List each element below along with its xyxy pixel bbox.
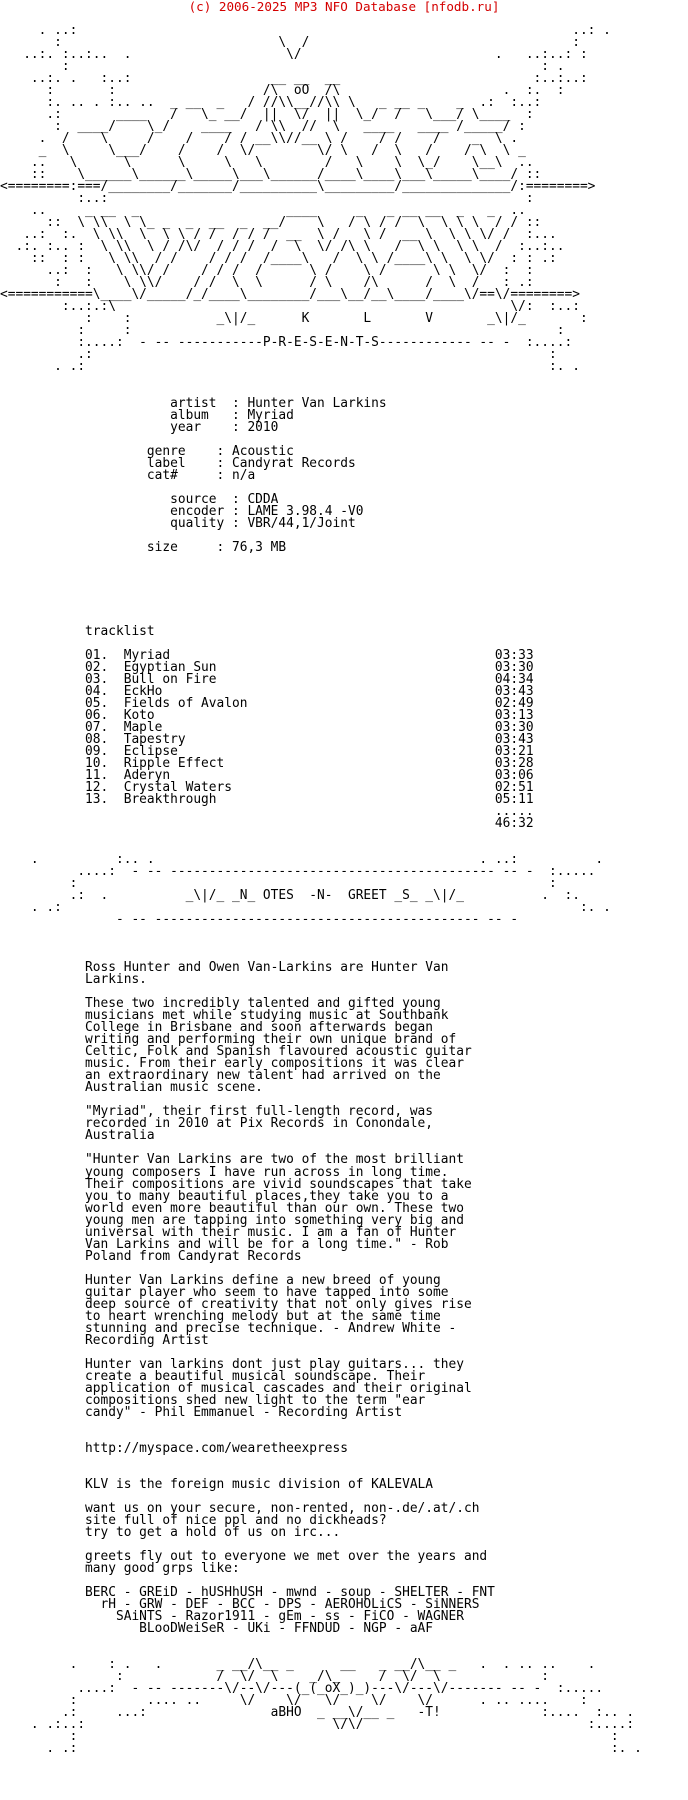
nfo-line: <===========\____\/_____/_/____\________/___\__/__\____/____\/==\/========> [0, 287, 580, 303]
nfo-line: guitar player who seem to have tapped into some [0, 1284, 449, 1300]
nfo-line: tracklist [0, 623, 155, 639]
nfo-line: album : Myriad [0, 407, 294, 423]
nfo-line: 12. Crystal Waters 02:51 [0, 780, 534, 795]
nfo-line: _ \ \___/ / / \/ \/ \ / \ / / \ \ _ [0, 143, 526, 159]
nfo-line: source : CDDA [0, 491, 279, 507]
nfo-line: try to get a hold of us on irc... [0, 1524, 341, 1540]
nfo-line: to heart wrenching melody but at the same time [0, 1308, 441, 1324]
nfo-line: . / \ / / / / __\\//__ \ / / / / _ \ . [0, 131, 519, 147]
nfo-line: Poland from Candyrat Records [0, 1248, 302, 1264]
nfo-line: .: ____ / \_ __/ || \/ || \_/ / \___/ \____ : [0, 107, 534, 123]
nfo-line: cat# : n/a [0, 467, 256, 483]
nfo-line: ..:. . :..: __ __ __ :..:..: [0, 71, 588, 87]
nfo-line: size : 76,3 MB [0, 539, 287, 555]
nfo-line: :. .. . :.. .. _ __ _ / //\\__//\\ \ _ __ _ _ .: :..: [0, 95, 542, 111]
nfo-line: : : : [0, 323, 565, 339]
nfo-line: recorded in 2010 at Pix Records in Conondale, [0, 1116, 434, 1132]
nfo-line: Recording Artist [0, 1332, 209, 1348]
nfo-line: many good grps like: [0, 1561, 240, 1577]
nfo-line: stunning and precise technique. - Andrew White - [0, 1320, 457, 1336]
nfo-line: 13. Breakthrough 05:11 [0, 792, 534, 808]
nfo-line: : : _\|/_ K L V _\|/_ : [0, 311, 588, 327]
nfo-line: 06. Koto 03:13 [0, 707, 534, 723]
nfo-line: 46:32 [0, 816, 534, 832]
nfo-line: Australia [0, 1128, 155, 1144]
nfo-line: KLV is the foreign music division of KALEVALA [0, 1476, 434, 1492]
nfo-line: 08. Tapestry 03:43 [0, 731, 534, 747]
nfo-line: musicians met while studying music at Southbank [0, 1008, 449, 1024]
nfo-line: application of musical cascades and their original [0, 1380, 472, 1396]
nfo-line: Their compositions are vivid soundscapes that take [0, 1176, 472, 1192]
nfo-line: Hunter van larkins dont just play guitars... they [0, 1356, 464, 1372]
nfo-line: artist : Hunter Van Larkins [0, 395, 387, 411]
nfo-line: Van Larkins and will be for a long time." - Rob [0, 1236, 449, 1252]
nfo-line: 04. EckHo 03:43 [0, 683, 534, 699]
nfo-line: year : 2010 [0, 419, 279, 435]
nfo-line: . :.. . . ..: . [0, 852, 604, 868]
nfo-line: Hunter Van Larkins define a new breed of young [0, 1272, 441, 1288]
nfo-line: want us on your secure, non-rented, non-.de/.at/.ch [0, 1500, 480, 1516]
nfo-line: label : Candyrat Records [0, 455, 356, 471]
nfo-line: 11. Aderyn 03:06 [0, 767, 534, 783]
nfo-line: . ..: ..: . [0, 23, 611, 39]
nfo-line: BERC - GREiD - hUSHhUSH - mwnd - soup - SHELTER - FNT [0, 1585, 495, 1601]
nfo-line: compositions shed new light to the term "ear [0, 1392, 426, 1408]
nfo-line: young composers I have run across in long time. [0, 1164, 449, 1180]
nfo-line: : : /\ oO /\ . :. : [0, 83, 565, 99]
nfo-line: "Hunter Van Larkins are two of the most brilliant [0, 1152, 464, 1168]
nfo-line: .:. :.. : \ \\ \ / /\/ / / / / \ \/ /\ \ / \ \ \ \ / :..:.. [0, 239, 565, 255]
nfo-line: you to many beautiful places,they take you to a [0, 1188, 449, 1204]
nfo-line: : .... .. \/ \/ \/ \/ \/ . .. .... : [0, 1693, 588, 1709]
nfo-line: ..:. :..:.. . \/ . ..:..: : [0, 47, 588, 63]
nfo-line: candy" - Phil Emmanuel - Recording Artist [0, 1404, 403, 1420]
nfo-line: :....: - -- -----------P-R-E-S-E-N-T-S------------ -- - :....: [0, 335, 573, 351]
nfo-line: - -- ------------------------------------------ -- - [0, 912, 519, 928]
nfo-line: : \ / : [0, 35, 580, 51]
nfo-line: . .: :. . [0, 1741, 642, 1757]
nfo-line: 03. Bull on Fire 04:34 [0, 671, 534, 687]
nfo-line: writing and performing their own unique brand of [0, 1032, 457, 1048]
nfo-line: http://myspace.com/wearetheexpress [0, 1440, 348, 1456]
nfo-line: 02. Egyptian Sun 03:30 [0, 659, 534, 675]
nfo-line: 09. Eclipse 03:21 [0, 743, 534, 759]
nfo-line: world even more beautiful than our own. These two [0, 1200, 464, 1216]
nfo-line: site full of nice ppl and no dickheads? [0, 1512, 387, 1528]
nfo-line: :: \ \\ \ \_ _ _ __ _ __/ \ / \ / / \ \ \ \ / / :: [0, 215, 542, 231]
nfo-line: . .: :. . [0, 359, 580, 375]
nfo-line: . .: :. . [0, 900, 611, 916]
nfo-line: .: : [0, 347, 557, 363]
nfo-line: genre : Acoustic [0, 443, 294, 459]
nfo-line: rH - GRW - DEF - BCC - DPS - AEROHOLiCS - SiNNERS [0, 1597, 480, 1613]
nfo-line: greets fly out to everyone we met over the years and [0, 1549, 488, 1564]
nfo-line: deep source of creativity that not only gives rise [0, 1296, 472, 1312]
nfo-line: . .:..: \/\/ :....: [0, 1717, 635, 1733]
nfo-line: music. From their early compositions it was clear [0, 1056, 464, 1072]
nfo-line: SAiNTS - Razor1911 - gEm - ss - FiCO - WAGNER [0, 1609, 464, 1625]
nfo-line: 05. Fields of Avalon 02:49 [0, 695, 534, 711]
nfo-line: College in Brisbane and soon afterwards began [0, 1020, 434, 1036]
nfo-line: an extraordinary new talent had arrived on the [0, 1068, 441, 1084]
nfo-line: : : . [0, 59, 565, 75]
nfo-line: ..: : \ \\/ / / / / / \ / \ / \ \ \/ : : [0, 263, 534, 279]
nfo-line: Larkins. [0, 972, 147, 988]
nfo-line: :..: : [0, 191, 534, 207]
nfo-line: 01. Myriad 03:33 [0, 647, 534, 663]
nfo-line: .. _ __ _ ____ _ _ __ __ _ _ .. [0, 203, 526, 219]
nfo-line: young men are tapping into something very big and [0, 1212, 464, 1228]
nfo-line: create a beautiful musical soundscape. Their [0, 1368, 426, 1384]
nfo-line: Australian music scene. [0, 1080, 263, 1096]
nfo-line: ....: - -- ------------------------------------------ -- - :..... [0, 864, 596, 880]
nfo-line: : : [0, 1729, 619, 1745]
nfo-line: :..:.:\ \/: :..: [0, 299, 580, 315]
nfo-line: :: \______\______\_____\___\______/____\____\___\_____\____/ :: [0, 167, 542, 183]
nfo-line: .. \ \ \ \ \ / \ \ \_/ \__\ .. [0, 155, 534, 171]
nfo-line: Celtic, Folk and Spanish flavoured acoustic guitar [0, 1044, 472, 1060]
nfo-line: encoder : LAME 3.98.4 -V0 [0, 503, 364, 519]
nfo-line: :: : : \ \\ / / / / / /____\ / \ \ /____\ \ \ \/ : : .: [0, 251, 557, 267]
nfo-line: universal with their music. I am a fan of Hunter [0, 1224, 457, 1240]
nfo-line: 07. Maple 03:30 [0, 719, 534, 735]
nfo-line: : ____/ \_/ ____ / \\ // \ ____ ____ /_____/ : [0, 119, 526, 135]
nfo-line: "Myriad", their first full-length record, was [0, 1104, 434, 1120]
nfo-line: 10. Ripple Effect 03:28 [0, 755, 534, 771]
nfo-line: ..... [0, 804, 534, 820]
nfo-line: ....: - -- -------\/--\/---(_(_oX_)_)---\/---\/------- -- - :..... [0, 1681, 604, 1697]
nfo-line: .: ...: aBHO _ __\/__ _ -T! :.... :.. . [0, 1705, 635, 1721]
nfo-line: <========:===/________/_______/__________\_________/______________/:========> [0, 179, 596, 195]
nfo-text [0, 13, 688, 1755]
nfo-line: BLooDWeiSeR - UKi - FFNDUD - NGP - aAF [0, 1621, 434, 1637]
nfo-line: Ross Hunter and Owen Van-Larkins are Hunter Van [0, 960, 449, 976]
nfo-line: . : . . _ __/\__ _ __ _ __/\__ _ . . .. .. . [0, 1657, 596, 1673]
site-credit: (c) 2006-2025 MP3 NFO Database [nfodb.ru] [188, 0, 500, 14]
nfo-line: .: . _\|/_ _N_ OTES -N- GREET _S_ _\|/_ . :. [0, 888, 580, 904]
nfo-line: quality : VBR/44,1/Joint [0, 515, 356, 531]
nfo-line: ..: :. \ \\ \ \ \ / / / / / __ \ / \ / __ \ \ \ \/ / :... [0, 227, 557, 243]
nfo-line: : : \ \\/ / / \ \ / \ /\ / \ / : .: [0, 275, 534, 291]
nfo-line: : / \/ \ _/\_ / \/ \ : [0, 1669, 550, 1685]
nfo-line: : : [0, 876, 557, 892]
nfo-line: These two incredibly talented and gifted young [0, 996, 441, 1012]
